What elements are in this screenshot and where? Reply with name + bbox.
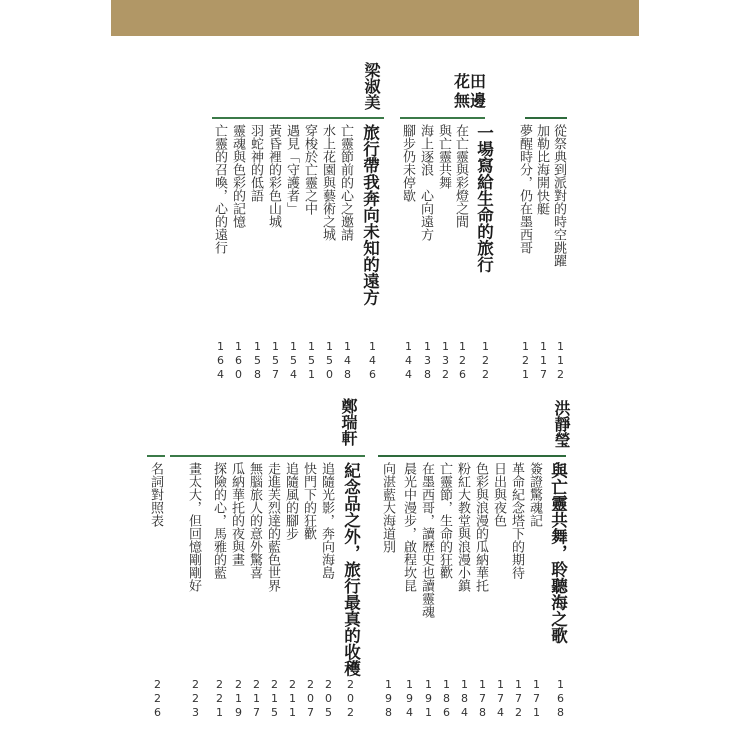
page-number: 132 — [439, 340, 452, 382]
toc-line: 追隨風的腳步 — [283, 462, 298, 540]
section-rule-short — [170, 455, 365, 457]
toc-line: 水上花園與藝術之城 — [320, 124, 335, 241]
page-number: 219 — [232, 678, 245, 720]
page-number: 223 — [189, 678, 202, 720]
page-number: 186 — [440, 678, 453, 720]
page-number: 157 — [269, 340, 282, 382]
author-name: 鄭瑞軒 — [339, 398, 358, 446]
page-number: 151 — [305, 340, 318, 382]
toc-line: 亡靈節，生命的狂歡 — [437, 462, 452, 579]
toc-line: 加勒比海開快艇 — [534, 124, 549, 215]
page-number: 158 — [251, 340, 264, 382]
section-rule-intro — [525, 117, 567, 119]
toc-line: 羽蛇神的低語 — [248, 124, 263, 202]
page-number: 171 — [530, 678, 543, 720]
author-name: 洪靜瑩 — [552, 400, 571, 448]
page-number: 126 — [456, 340, 469, 382]
page-number: 174 — [494, 678, 507, 720]
toc-line: 探險的心，馬雅的藍 — [211, 462, 226, 579]
page-number: 138 — [421, 340, 434, 382]
toc-line: 靈魂與色彩的記憶 — [230, 124, 245, 228]
page-number: 191 — [422, 678, 435, 720]
page-number: 148 — [341, 340, 354, 382]
page-number: 122 — [479, 340, 492, 382]
section-title: 與亡靈共舞，聆聽海之歌 — [548, 462, 568, 644]
toc-line: 穿梭於亡靈之中 — [302, 124, 317, 215]
toc-line: 追隨光影，奔向海島 — [319, 462, 334, 579]
page-number: 221 — [213, 678, 226, 720]
section-rule-short — [400, 117, 485, 119]
author-name: 花田無邊 — [454, 72, 487, 110]
toc-line: 在墨西哥，讀歷史也讀靈魂 — [419, 462, 434, 618]
page-number: 202 — [344, 678, 357, 720]
page-number: 117 — [537, 340, 550, 382]
section-title: 旅行帶我奔向未知的遠方 — [360, 124, 380, 306]
section-rule-glossary — [147, 455, 165, 457]
toc-line: 走進芙烈達的藍色世界 — [265, 462, 280, 592]
section-rule-long — [378, 455, 566, 457]
page-number: 146 — [366, 340, 379, 382]
toc-line: 海上逐浪 心向遠方 — [418, 124, 433, 241]
toc-line: 革命紀念塔下的期待 — [509, 462, 524, 579]
toc-line: 從祭典到派對的時空跳躍 — [551, 124, 566, 267]
toc-line: 黃昏裡的彩色山城 — [266, 124, 281, 228]
toc-line: 遇見「守護者」 — [284, 124, 299, 215]
page-number: 160 — [232, 340, 245, 382]
toc-line: 粉紅大教堂與浪漫小鎮 — [455, 462, 470, 592]
page-number: 112 — [554, 340, 567, 382]
page-number: 144 — [402, 340, 415, 382]
page-number: 226 — [151, 678, 164, 720]
section-title: 紀念品之外，旅行最真的收穫 — [341, 462, 361, 677]
author-name: 梁淑美 — [362, 62, 381, 110]
page-number: 205 — [322, 678, 335, 720]
page-number: 217 — [250, 678, 263, 720]
toc-line: 腳步仍未停歇 — [400, 124, 415, 202]
page-number: 184 — [458, 678, 471, 720]
toc-line: 畫太大，但回憶剛剛好 — [186, 462, 201, 592]
toc-line: 夢醒時分，仍在墨西哥 — [517, 124, 532, 254]
page-number: 194 — [403, 678, 416, 720]
page-number: 172 — [512, 678, 525, 720]
toc-line: 日出與夜色 — [491, 462, 506, 527]
toc-line: 向湛藍大海道別 — [380, 462, 395, 553]
page-number: 178 — [476, 678, 489, 720]
page-number: 164 — [214, 340, 227, 382]
page-number: 121 — [519, 340, 532, 382]
page-number: 211 — [286, 678, 299, 720]
toc-line: 色彩與浪漫的瓜納華托 — [473, 462, 488, 592]
page-number: 215 — [268, 678, 281, 720]
section-title: 一場寫給生命的旅行 — [474, 124, 494, 273]
page-number: 168 — [554, 678, 567, 720]
page-number: 198 — [382, 678, 395, 720]
toc-line: 無腦旅人的意外驚喜 — [247, 462, 262, 579]
toc-line: 在亡靈與彩燈之間 — [453, 124, 468, 228]
toc-line: 瓜納華托的夜與畫 — [229, 462, 244, 566]
top-color-band — [111, 0, 639, 36]
section-rule-short — [212, 117, 384, 119]
glossary-label: 名詞對照表 — [148, 462, 163, 527]
toc-line: 快門下的狂歡 — [301, 462, 316, 540]
page-number: 207 — [304, 678, 317, 720]
toc-line: 晨光中漫步，啟程坎昆 — [401, 462, 416, 592]
toc-line: 簽證驚魂記 — [527, 462, 542, 527]
page-number: 150 — [323, 340, 336, 382]
page-number: 154 — [287, 340, 300, 382]
toc-line: 亡靈節前的心之邀請 — [338, 124, 353, 241]
toc-line: 與亡靈共舞 — [436, 124, 451, 189]
toc-line: 亡靈的召喚，心的遠行 — [212, 124, 227, 254]
